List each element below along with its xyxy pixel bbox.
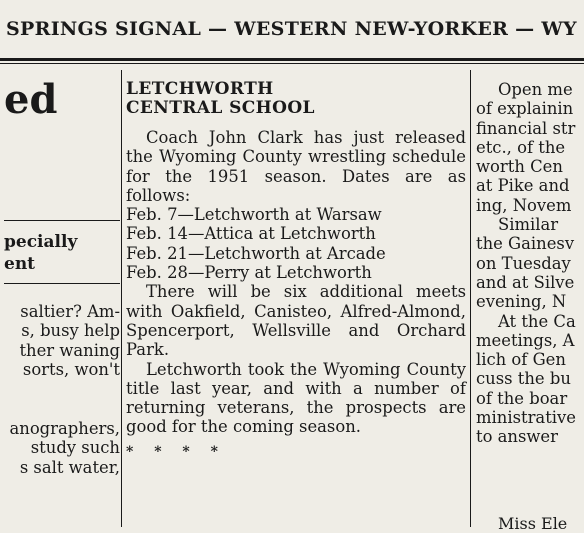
right-column-line: cuss the bu xyxy=(476,369,571,389)
schedule-item: Feb. 7—Letchworth at Warsaw xyxy=(126,205,382,225)
masthead-rule xyxy=(0,63,584,64)
right-column-line: etc., of the xyxy=(476,137,566,157)
article-paragraph-2: There will be six additional meets with Oakfield, Canisteo, Alfred-Almond, Spencerport, Wellsville and Orchard Park. xyxy=(126,282,466,360)
right-column-line: the Gainesv xyxy=(476,234,575,254)
right-column-next-article: Miss Ele xyxy=(498,514,568,533)
right-column-line: lich of Gen xyxy=(476,350,566,370)
masthead-title: SPRINGS SIGNAL — WESTERN NEW-YORKER — WY xyxy=(6,18,577,40)
left-body-line: sorts, won't xyxy=(22,359,120,379)
left-body-line: ther waning xyxy=(19,340,120,360)
masthead xyxy=(0,0,584,61)
column-rule-left xyxy=(121,70,122,527)
right-column-line: ministrative xyxy=(476,408,576,428)
schedule-item: Feb. 21—Letchworth at Arcade xyxy=(126,243,386,263)
left-body-line: s, busy help xyxy=(21,321,120,341)
right-column-line: financial str xyxy=(476,118,576,138)
left-subhead xyxy=(4,231,120,275)
schedule-list xyxy=(126,205,466,282)
article-heading-line: LETCHWORTH xyxy=(126,79,274,99)
article-heading-line: CENTRAL SCHOOL xyxy=(126,98,315,118)
right-column-line: worth Cen xyxy=(476,157,563,177)
schedule-item: Feb. 28—Perry at Letchworth xyxy=(126,263,372,283)
left-body-b xyxy=(4,419,120,477)
left-body-line: s salt water, xyxy=(19,457,120,477)
right-column-line: At the Ca xyxy=(498,311,576,331)
left-subhead-line: ent xyxy=(4,254,36,274)
right-column-line: to answer xyxy=(476,427,558,447)
right-column-line: evening, N xyxy=(476,292,567,312)
right-column-line: Similar xyxy=(498,215,559,235)
article-paragraph-3: Letchworth took the Wyoming County title last year, and with a number of returning veterans, the prospects are good for the coming season. xyxy=(126,359,466,437)
left-subhead-line: pecially xyxy=(4,232,78,252)
right-column-line: ing, Novem xyxy=(476,195,572,215)
schedule-item: Feb. 14—Attica at Letchworth xyxy=(126,224,376,244)
left-separator-top xyxy=(4,220,120,221)
column-rule-right xyxy=(470,70,471,527)
left-body-line: study such xyxy=(30,438,120,458)
right-column xyxy=(476,80,584,447)
article-divider: * * * * xyxy=(126,443,226,460)
right-column-line: on Tuesday xyxy=(476,253,571,273)
left-column xyxy=(4,80,120,477)
left-body-a xyxy=(4,302,120,379)
right-column-line: at Pike and xyxy=(476,176,570,196)
left-body-line: anographers, xyxy=(9,419,120,439)
right-column-line: of the boar xyxy=(476,388,568,408)
right-column-line: meetings, A xyxy=(476,330,575,350)
left-separator-bottom xyxy=(4,283,120,284)
right-column-line: and at Silve xyxy=(476,272,575,292)
left-body-line: saltier? Am- xyxy=(20,302,120,321)
right-column-line: of explainin xyxy=(476,99,574,119)
center-article xyxy=(126,80,466,462)
left-headline-fragment: ed xyxy=(4,80,58,123)
article-paragraph-1: Coach John Clark has just released the Wyoming County wrestling schedule for the 1951 season. Dates are as follows: xyxy=(126,128,466,205)
right-column-line: Open me xyxy=(498,80,573,99)
